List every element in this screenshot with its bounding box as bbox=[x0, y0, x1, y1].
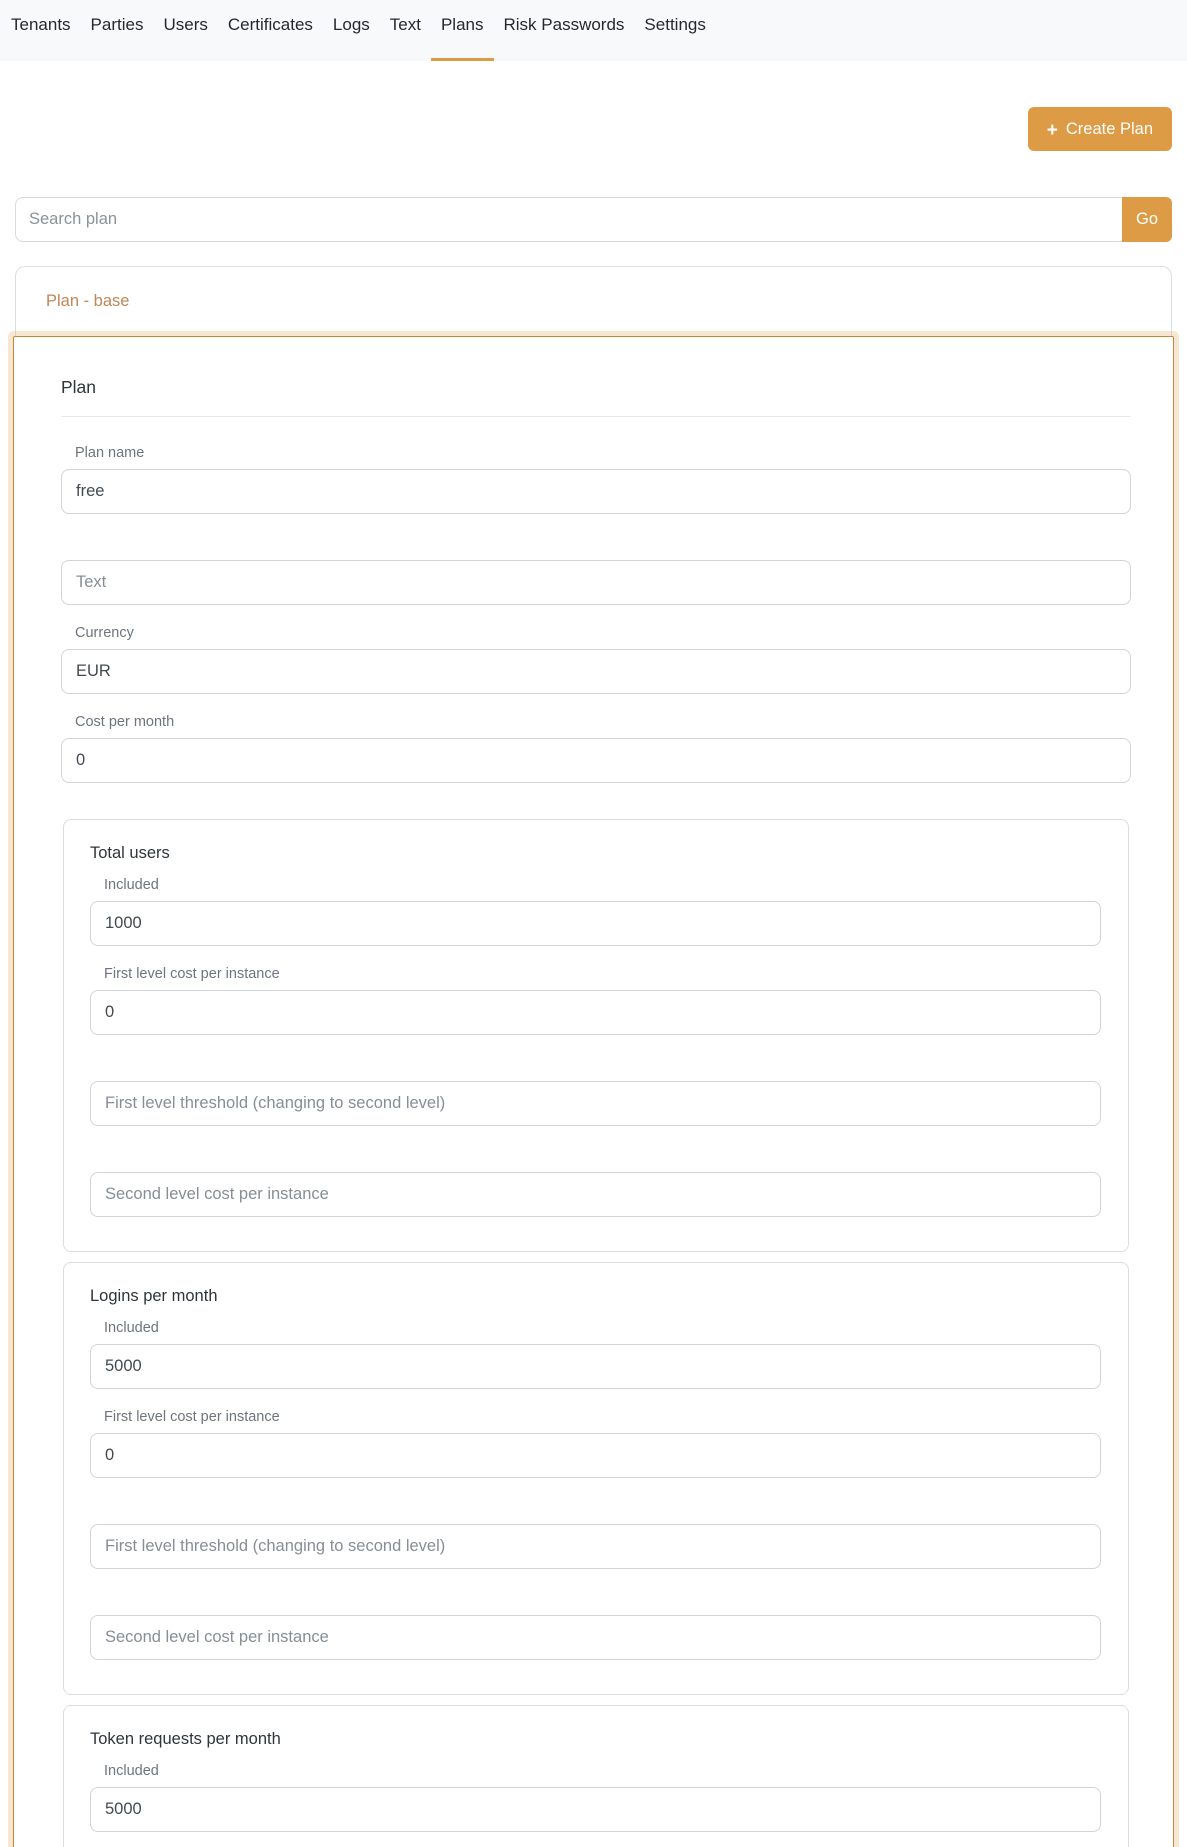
section-title: Total users bbox=[90, 844, 170, 862]
plan-form-panel bbox=[13, 336, 1174, 1847]
nav-item-settings[interactable]: Settings bbox=[644, 15, 706, 34]
create-plan-button[interactable] bbox=[1028, 107, 1172, 151]
cost-per-month-input[interactable] bbox=[61, 738, 1131, 783]
plans-page bbox=[0, 107, 1187, 1847]
first-level-cost-group bbox=[90, 1409, 1101, 1478]
first-level-cost-group bbox=[90, 966, 1101, 1035]
currency-group bbox=[61, 625, 1131, 694]
nav-item-logs[interactable]: Logs bbox=[332, 15, 370, 34]
section-total-users bbox=[63, 819, 1129, 1252]
included-label: Included bbox=[104, 1763, 159, 1779]
nav-item-parties[interactable]: Parties bbox=[90, 15, 144, 34]
included-input[interactable] bbox=[90, 1787, 1101, 1832]
search-bar bbox=[15, 197, 1172, 242]
currency-input[interactable] bbox=[61, 649, 1131, 694]
nav-item-risk-passwords[interactable]: Risk Passwords bbox=[503, 15, 625, 34]
nav-item-plans[interactable]: Plans bbox=[431, 0, 494, 61]
plus-icon: + bbox=[1046, 119, 1058, 141]
first-level-cost-input[interactable] bbox=[90, 1433, 1101, 1478]
plan-card bbox=[15, 266, 1172, 336]
text-group bbox=[61, 534, 1131, 605]
nav-item-tenants[interactable]: Tenants bbox=[11, 15, 71, 34]
included-input[interactable] bbox=[90, 1344, 1101, 1389]
plan-card-header bbox=[16, 267, 1171, 336]
plan-name-group bbox=[61, 445, 1131, 514]
nav-item-text[interactable]: Text bbox=[389, 15, 421, 34]
second-level-cost-group bbox=[90, 1146, 1101, 1217]
search-input[interactable] bbox=[15, 197, 1122, 242]
first-level-cost-input[interactable] bbox=[90, 990, 1101, 1035]
divider bbox=[61, 416, 1131, 417]
first-level-threshold-input[interactable] bbox=[90, 1081, 1101, 1126]
nav-item-certificates[interactable]: Certificates bbox=[227, 15, 313, 34]
included-label: Included bbox=[104, 1320, 159, 1336]
toolbar bbox=[15, 107, 1172, 151]
second-level-cost-input[interactable] bbox=[90, 1172, 1101, 1217]
included-group bbox=[90, 1320, 1101, 1389]
section-logins-per-month bbox=[63, 1262, 1129, 1695]
create-plan-label: Create Plan bbox=[1065, 119, 1153, 138]
accordion-toggle-plan-base[interactable]: Plan - base bbox=[46, 292, 130, 310]
currency-label: Currency bbox=[75, 625, 134, 641]
plan-name-label: Plan name bbox=[75, 445, 145, 461]
nav-item-users[interactable]: Users bbox=[163, 15, 208, 34]
search-go-button[interactable]: Go bbox=[1122, 197, 1172, 242]
cost-per-month-group bbox=[61, 714, 1131, 783]
plan-name-input[interactable] bbox=[61, 469, 1131, 514]
second-level-cost-input[interactable] bbox=[90, 1615, 1101, 1660]
second-level-cost-group bbox=[90, 1589, 1101, 1660]
included-label: Included bbox=[104, 877, 159, 893]
first-level-cost-label: First level cost per instance bbox=[104, 966, 280, 982]
form-title: Plan bbox=[61, 377, 97, 397]
section-token-requests bbox=[63, 1705, 1129, 1847]
first-level-threshold-input[interactable] bbox=[90, 1524, 1101, 1569]
cost-per-month-label: Cost per month bbox=[75, 714, 175, 730]
included-group bbox=[90, 1763, 1101, 1832]
text-input[interactable] bbox=[61, 560, 1131, 605]
top-navbar bbox=[0, 0, 1187, 61]
section-title: Logins per month bbox=[90, 1287, 218, 1305]
first-level-threshold-group bbox=[90, 1498, 1101, 1569]
first-level-threshold-group bbox=[90, 1055, 1101, 1126]
included-input[interactable] bbox=[90, 901, 1101, 946]
included-group bbox=[90, 877, 1101, 946]
section-title: Token requests per month bbox=[90, 1730, 281, 1748]
first-level-cost-label: First level cost per instance bbox=[104, 1409, 280, 1425]
